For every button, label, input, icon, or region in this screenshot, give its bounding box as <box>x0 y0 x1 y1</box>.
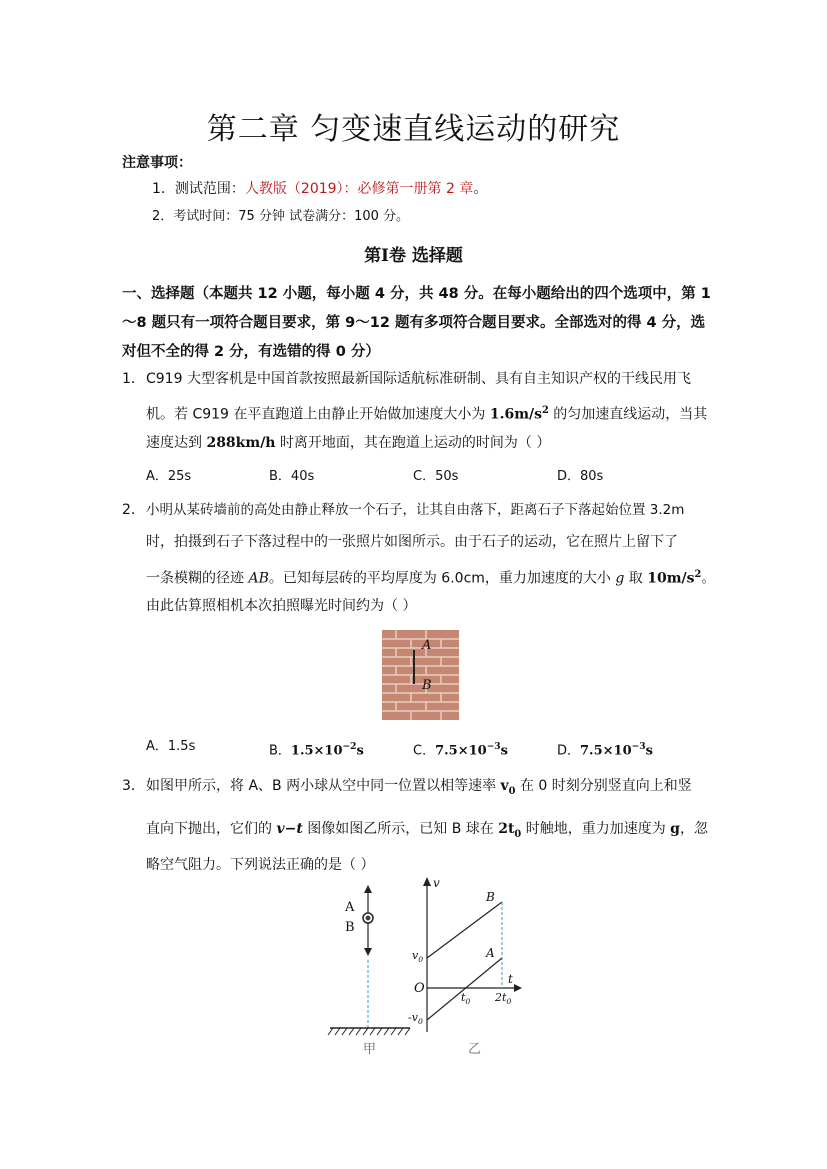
q1-line-2 <box>146 401 707 425</box>
q3-line-1b: 在 0 时刻分别竖直向上和竖 <box>515 778 692 794</box>
q1-option-b[interactable]: B．40s <box>269 469 315 484</box>
yi-axis-v: v <box>433 876 440 890</box>
q2-line-4: 由此估算照相机本次拍照曝光时间约为（ ） <box>146 598 417 614</box>
q1-line-3 <box>146 433 550 453</box>
q2-option-b-label: B． <box>269 743 291 759</box>
page-title: 第二章 匀变速直线运动的研究 <box>206 112 621 147</box>
yi-2t0-sub: 0 <box>506 997 512 1007</box>
fig-label-b: B <box>422 678 432 693</box>
yi-v0-sub: 0 <box>418 955 424 965</box>
q2-option-d[interactable] <box>557 737 653 761</box>
q2-option-c-unit: s <box>500 743 508 759</box>
q2-line-1: 小明从某砖墙前的高处由静止释放一个石子，让其自由落下，距离石子下落起始位置 3.2m <box>146 502 685 518</box>
q3-v0: v <box>500 778 509 794</box>
yi-v0-v: v <box>412 949 419 962</box>
q2-g: g <box>615 570 625 587</box>
q3-t2: 2t <box>498 821 515 837</box>
q2-ab: AB <box>248 570 269 587</box>
yi-t0-t: t <box>461 991 466 1004</box>
yi-line-b-label: B <box>486 890 495 904</box>
q2-option-c[interactable] <box>413 737 508 761</box>
jia-caption: 甲 <box>363 1042 377 1057</box>
q2-line-3c: 取 <box>624 570 648 587</box>
q2-option-a[interactable]: A．1.5s <box>146 739 196 754</box>
q1-line-1: C919 大型客机是中国首款按照最新国际适航标准研制、具有自主知识产权的干线民用飞 <box>146 371 691 387</box>
q2-line-3a: 一条模糊的径迹 <box>146 570 249 587</box>
q3-number: 3． <box>122 778 145 794</box>
q2-option-c-label: C． <box>413 743 436 759</box>
yi-neg-v0-sub: 0 <box>417 1017 423 1027</box>
q2-line-3 <box>146 565 715 589</box>
q3-line-2 <box>146 819 708 845</box>
q2-option-b-value: 1.5×10 <box>290 743 343 759</box>
brick-wall-svg <box>382 630 459 720</box>
figure-yi-svg <box>400 872 530 1062</box>
q2-line-3b: 。已知每层砖的平均厚度为 6.0cm，重力加速度的大小 <box>268 570 616 587</box>
q1-option-c[interactable]: C．50s <box>413 469 459 484</box>
q1-line-2a: 机。若 C919 在平直跑道上由静止开始做加速度大小为 <box>146 406 490 423</box>
yi-v0 <box>412 949 423 964</box>
q1-number: 1． <box>122 371 145 387</box>
q1-speed: 288km/h <box>206 435 276 451</box>
q3-line-2c: 时触地，重力加速度为 <box>521 821 671 837</box>
q1-option-a[interactable]: A．25s <box>146 469 192 484</box>
q2-option-c-value: 7.5×10 <box>435 743 487 759</box>
q1-line-2b: 的匀加速直线运动，当其 <box>548 406 708 423</box>
section-heading: 一、选择题（本题共 12 小题，每小题 4 分，共 48 分。在每小题给出的四个选项中，第 1～8 题只有一项符合题目要求，第 9～12 题有多项符合题目要求。全部选对的得 4 分，选对但不全的得 2 分，有选错的得 0 分） <box>122 286 711 360</box>
q2-option-d-value: 7.5×10 <box>580 743 632 759</box>
q2-option-d-label: D． <box>557 743 581 759</box>
q2-option-d-exp: −3 <box>631 741 646 752</box>
notice-item-1-suffix: 。 <box>473 181 488 197</box>
q1-line-3b: 时离开地面，其在跑道上运动的时间为（ ） <box>275 435 551 451</box>
brick-wall-photo <box>382 630 459 720</box>
yi-line-a-label: A <box>486 946 495 960</box>
q3-line-2d: ，忽 <box>679 821 708 837</box>
volume-heading: 第Ⅰ卷 选择题 <box>364 246 463 266</box>
q2-option-d-unit: s <box>645 743 653 759</box>
q2-number: 2． <box>122 502 145 518</box>
jia-label-b: B <box>345 920 355 935</box>
q3-g: g <box>670 821 680 837</box>
yi-t0 <box>461 991 470 1006</box>
q3-line-3: 略空气阻力。下列说法正确的是（ ） <box>146 857 375 873</box>
yi-2t0-t: 2t <box>495 991 507 1004</box>
yi-neg-v0-v: -v <box>408 1011 418 1024</box>
q3-v0-sub: 0 <box>508 785 516 797</box>
q1-line-3a: 速度达到 <box>146 435 207 451</box>
yi-axis-t: t <box>508 972 513 986</box>
q3-line-2a: 直向下抛出，它们的 <box>146 821 277 837</box>
q1-accel: 1.6m/s <box>489 406 543 423</box>
yi-neg-v0 <box>408 1011 423 1026</box>
yi-2t0 <box>495 991 511 1006</box>
q2-option-c-exp: −3 <box>486 741 501 752</box>
yi-origin: O <box>414 981 425 996</box>
notice-item-2: 2．考试时间：75 分钟 试卷满分：100 分。 <box>152 209 410 224</box>
q1-accel-exp: 2 <box>542 405 549 416</box>
figure-yi <box>400 872 530 1062</box>
q2-gexp: 2 <box>694 569 702 580</box>
q2-gval: 10m/s <box>647 570 695 587</box>
q3-vt: v−t <box>276 821 303 837</box>
line-a <box>427 958 502 1020</box>
notice-label: 注意事项： <box>122 155 192 171</box>
jia-label-a: A <box>345 900 355 915</box>
notice-item-1-prefix: 1．测试范围： <box>152 181 245 197</box>
notice-item-1-scope: 人教版（2019）：必修第一册第 2 章 <box>244 181 474 197</box>
q1-option-d[interactable]: D．80s <box>557 469 604 484</box>
q3-line-1a: 如图甲所示，将 A、B 两小球从空中同一位置以相等速率 <box>146 778 501 794</box>
yi-t0-sub: 0 <box>465 997 471 1007</box>
q2-option-b-exp: −2 <box>342 741 357 752</box>
q3-line-2b: 图像如图乙所示，已知 B 球在 <box>302 821 499 837</box>
q3-t2-sub: 0 <box>514 828 522 840</box>
q2-option-b[interactable] <box>269 737 364 761</box>
fig-label-a: A <box>422 638 432 653</box>
q2-line-3d: 。 <box>701 570 716 587</box>
yi-caption: 乙 <box>468 1042 482 1057</box>
q2-option-b-unit: s <box>356 743 364 759</box>
q2-line-2: 时，拍摄到石子下落过程中的一张照片如图所示。由于石子的运动，它在照片上留下了 <box>146 534 678 550</box>
q3-line-1 <box>146 776 692 802</box>
notice-item-1 <box>152 178 487 198</box>
